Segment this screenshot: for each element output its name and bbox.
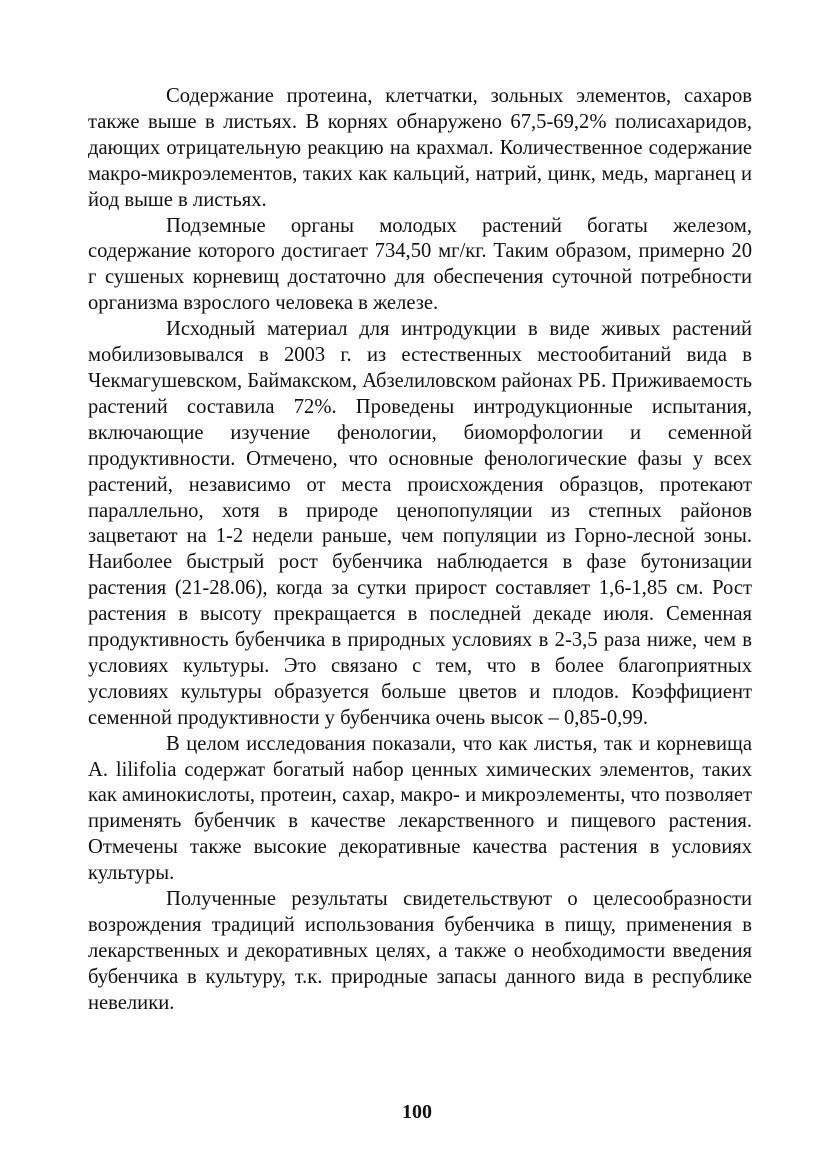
paragraph-composition: Содержание протеина, клетчатки, зольных элементов, сахаров также выше в листьях. В корнях обнаружено 67,5-69,2% полисахаридов, дающих отрицательную реакцию на крахмал. Количественное содержание макро-микроэлементов, таких как кальций, натрий, цинк, медь, марганец и йод выше в листьях. [88,85,752,211]
paragraph-conclusion: Полученные результаты свидетельствуют о целесообразности возрождения традиций использования бубенчика в пищу, применения в лекарственных и декоративных целях, а также о необходимости введения бубенчика в культуру, т.к. природные запасы данного вида в республике невелики. [88,888,752,1014]
body-text [88,84,752,1017]
page-number: 100 [402,1101,432,1123]
paragraph-introduction: Исходный материал для интродукции в виде живых растений мобилизовывался в 2003 г. из естественных местообитаний вида в Чекмагушевском, Баймакском, Абзелиловском районах РБ. Приживаемость растений составила 72%. Проведены интродукционные испытания, включающие изучение фенологии, биоморфологии и семенной продуктивности. Отмечено, что основные фенологические фазы у всех растений, независимо от места происхождения образцов, протекают параллельно, хотя в природе ценопопуляции из степных районов зацветают на 1-2 недели раньше, чем популяции из Горно-лесной зоны. Наиболее быстрый рост бубенчика наблюдается в фазе бутонизации растения (21-28.06), когда за сутки прирост составляет 1,6-1,85 см. Рост растения в высоту прекращается в последней декаде июля. Семенная продуктивность бубенчика в природных условиях в 2-3,5 раза ниже, чем в условиях культуры. Это связано с тем, что в более благоприятных условиях культуры образуется больше цветов и плодов. Коэффициент семенной продуктивности у бубенчика очень высок – 0,85-0,99. [88,318,752,729]
paragraph-underground-organs: Подземные органы молодых растений богаты железом, содержание которого достигает 734,50 мг/кг. Таким образом, примерно 20 г сушеных корневищ достаточно для обеспечения суточной потребности организма взрослого человека в железе. [88,214,752,315]
paragraph-research-summary: В целом исследования показали, что как листья, так и корневища A. lilifolia содержат богатый набор ценных химических элементов, таких как аминокислоты, протеин, сахар, макро- и микроэлементы, что позволяет применять бубенчик в качестве лекарственного и пищевого растения. Отмечены также высокие декоративные качества растения в условиях культуры. [88,732,752,885]
